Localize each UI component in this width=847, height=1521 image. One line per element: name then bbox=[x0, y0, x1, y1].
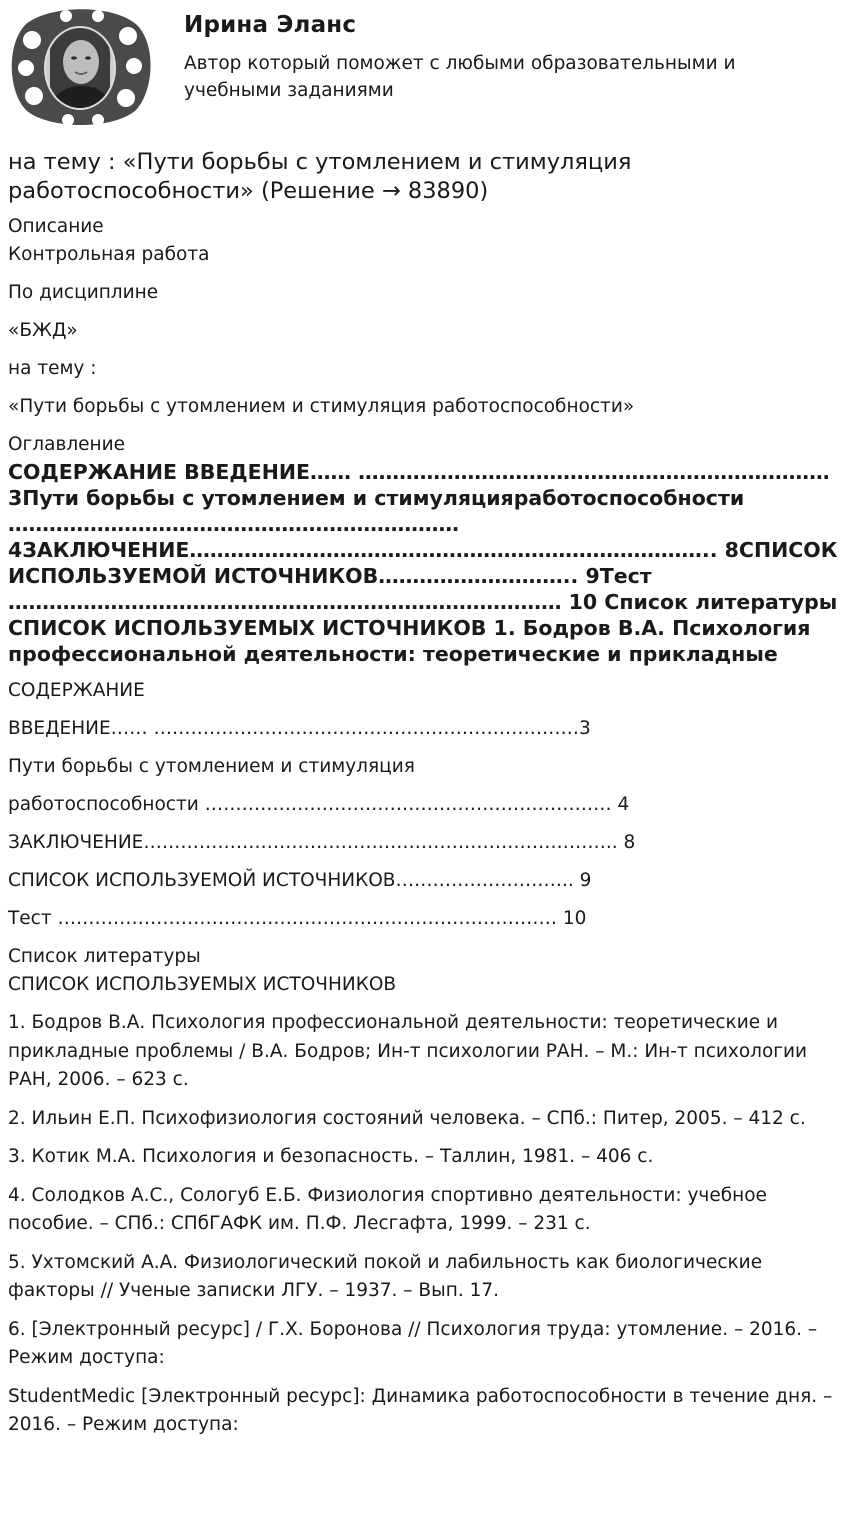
bibliography-heading: СПИСОК ИСПОЛЬЗУЕМЫХ ИСТОЧНИКОВ bbox=[8, 974, 397, 995]
contents-item: Пути борьбы с утомлением и стимуляция bbox=[8, 756, 415, 777]
bibliography-item: 5. Ухтомский А.А. Физиологический покой и лабильность как биологические факторы // Ученые записки ЛГУ. – 1937. – Вып. 17. bbox=[8, 1251, 763, 1301]
bibliography-item: 3. Котик М.А. Психология и безопасность. – Таллин, 1981. – 406 с. bbox=[8, 1146, 654, 1167]
contents-heading: СОДЕРЖАНИЕ bbox=[8, 680, 145, 701]
page-title: на тему : «Пути борьбы с утомлением и стимуляция работоспособности» (Решение → 83890) bbox=[8, 149, 632, 204]
document-body bbox=[8, 148, 840, 1450]
topic: «Пути борьбы с утомлением и стимуляция работоспособности» bbox=[8, 396, 635, 417]
author-card bbox=[0, 0, 847, 130]
description-label: Описание bbox=[8, 216, 104, 237]
work-type: Контрольная работа bbox=[8, 244, 210, 265]
contents-item: работоспособности ………………………………………………………… 4 bbox=[8, 794, 630, 815]
toc-summary: СОДЕРЖАНИЕ ВВЕДЕНИЕ…… ……………………………………………………………3Пути борьбы с утомлением и стимуляцияработоспособности ………………………………………………………… 4ЗАКЛЮЧЕНИЕ………………………………………………………………….. 8СПИСОК ИСПОЛЬЗУЕМОЙ ИСТОЧНИКОВ……………………….. 9Тест ……………………………………………………………………… 10 Список литературы СПИСОК ИСПОЛЬЗУЕМЫХ ИСТОЧНИКОВ 1. Бодров В.А. Психология профессиональной деятельности: теоретические и прикладные bbox=[8, 460, 838, 666]
discipline: «БЖД» bbox=[8, 320, 78, 341]
film-reel-portrait-icon bbox=[6, 6, 152, 128]
bibliography-item: StudentMedic [Электронный ресурс]: Динамика работоспособности в течение дня. – 2016. – Режим доступа: bbox=[8, 1385, 833, 1435]
contents-item: ЗАКЛЮЧЕНИЕ………………………………………………………………….. 8 bbox=[8, 832, 636, 853]
contents-item: СПИСОК ИСПОЛЬЗУЕМОЙ ИСТОЧНИКОВ……………………….. 9 bbox=[8, 870, 592, 891]
bibliography-item: 6. [Электронный ресурс] / Г.Х. Боронова // Психология труда: утомление. – 2016. – Режим доступа: bbox=[8, 1318, 818, 1368]
author-name[interactable]: Ирина Эланс bbox=[184, 12, 357, 38]
toc-label: Оглавление bbox=[8, 434, 126, 455]
bibliography-item: 4. Солодков А.С., Сологуб Е.Б. Физиология спортивно деятельности: учебное пособие. – СПб.: СПбГАФК им. П.Ф. Лесгафта, 1999. – 231 с. bbox=[8, 1184, 767, 1234]
bibliography-item: 1. Бодров В.А. Психология профессиональной деятельности: теоретические и прикладные проблемы / В.А. Бодров; Ин-т психологии РАН. – М.: Ин-т психологии РАН, 2006. – 623 с. bbox=[8, 1012, 808, 1090]
contents-item: Тест ……………………………………………………………………… 10 bbox=[8, 908, 587, 929]
avatar[interactable] bbox=[6, 6, 152, 128]
topic-label: на тему : bbox=[8, 358, 97, 379]
author-description: Автор который поможет с любыми образовательными и учебными заданиями bbox=[184, 53, 736, 101]
contents-item: ВВЕДЕНИЕ…… ……………………………………………………………3 bbox=[8, 718, 591, 739]
bibliography-item: 2. Ильин Е.П. Психофизиология состояний человека. – СПб.: Питер, 2005. – 412 с. bbox=[8, 1107, 806, 1129]
bibliography-label: Список литературы bbox=[8, 946, 201, 967]
discipline-label: По дисциплине bbox=[8, 282, 159, 303]
